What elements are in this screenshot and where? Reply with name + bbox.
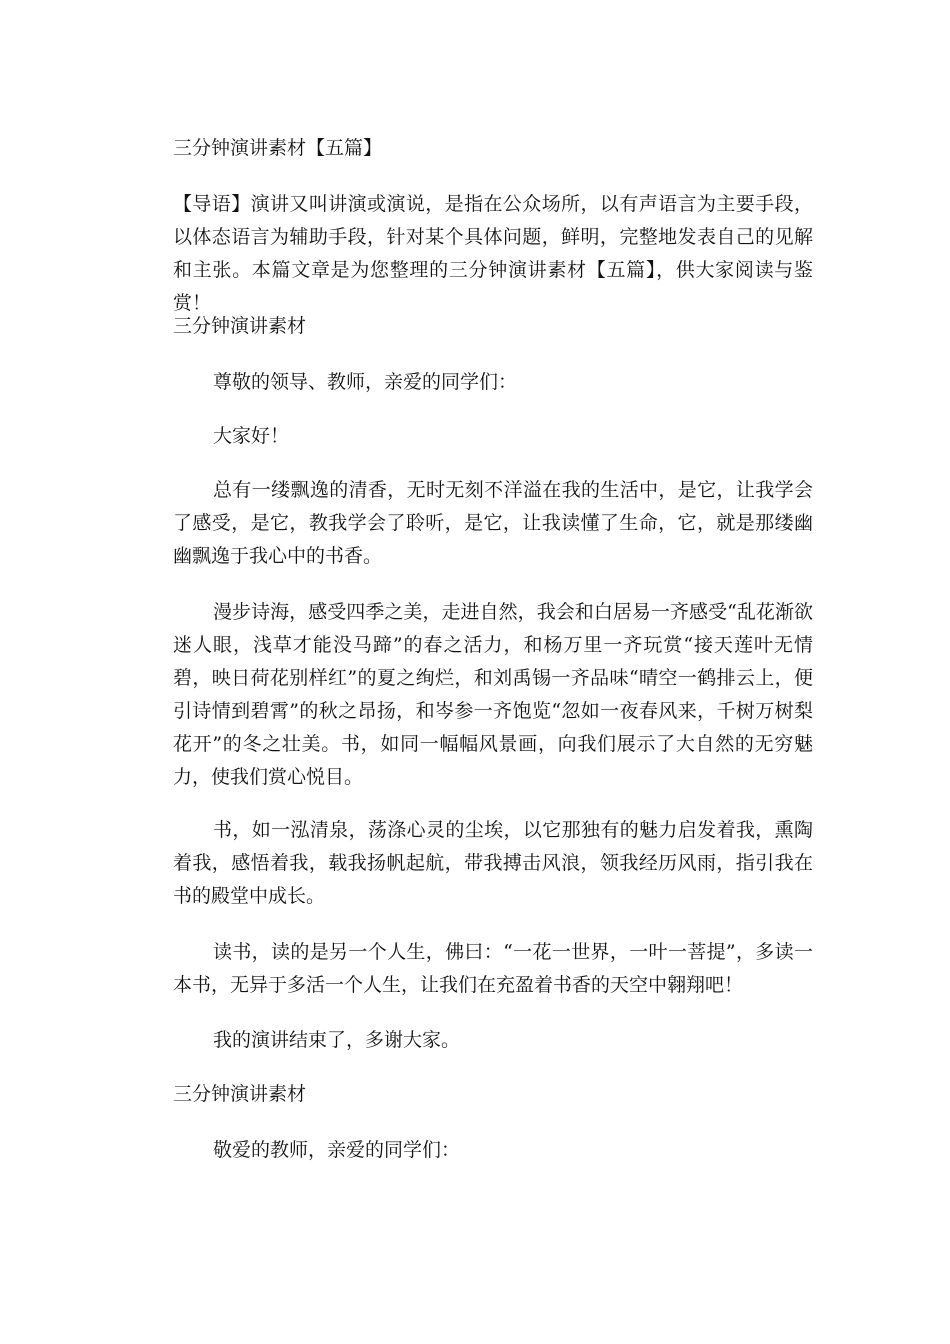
- paragraph-3: 书，如一泓清泉，荡涤心灵的尘埃，以它那独有的魅力启发着我，熏陶着我，感悟着我，载我扬帆起航，带我搏击风浪，领我经历风雨，指引我在书的殿堂中成长。: [173, 819, 813, 907]
- paragraph-2: 漫步诗海，感受四季之美，走进自然，我会和白居易一齐感受“乱花渐欲迷人眼，浅草才能没马蹄”的春之活力，和杨万里一齐玩赏“接天莲叶无情碧，映日荷花别样红”的夏之绚烂，和刘禹锡一齐品味“晴空一鹤排云上，便引诗情到碧霄”的秋之昂扬，和岑参一齐饱览“忽如一夜春风来，千树万树梨花开”的冬之壮美。书，如同一幅幅风景画，向我们展示了大自然的无穷魅力，使我们赏心悦目。: [173, 601, 813, 788]
- intro-paragraph: 【导语】演讲又叫讲演或演说，是指在公众场所，以有声语言为主要手段，以体态语言为辅助手段，针对某个具体问题，鲜明，完整地发表自己的见解和主张。本篇文章是为您整理的三分钟演讲素材【五篇】，供大家阅读与鉴赏！: [173, 193, 813, 314]
- paragraph-1: 总有一缕飘逸的清香，无时无刻不洋溢在我的生活中，是它，让我学会了感受，是它，教我学会了聆听，是它，让我读懂了生命，它，就是那缕幽幽飘逸于我心中的书香。: [173, 479, 813, 567]
- section-heading-1: 三分钟演讲素材: [173, 315, 307, 337]
- salutation-2: 敬爱的教师，亲爱的同学们：: [213, 1139, 461, 1161]
- greeting-1: 大家好！: [213, 425, 290, 447]
- closing-1: 我的演讲结束了，多谢大家。: [213, 1029, 461, 1051]
- salutation-1: 尊敬的领导、教师，亲爱的同学们：: [213, 371, 518, 393]
- section-heading-2: 三分钟演讲素材: [173, 1083, 307, 1105]
- paragraph-4: 读书，读的是另一个人生，佛曰：“一花一世界，一叶一菩提”，多读一本书，无异于多活一个人生，让我们在充盈着书香的天空中翱翔吧！: [173, 941, 813, 996]
- document-title: 三分钟演讲素材【五篇】: [173, 137, 383, 159]
